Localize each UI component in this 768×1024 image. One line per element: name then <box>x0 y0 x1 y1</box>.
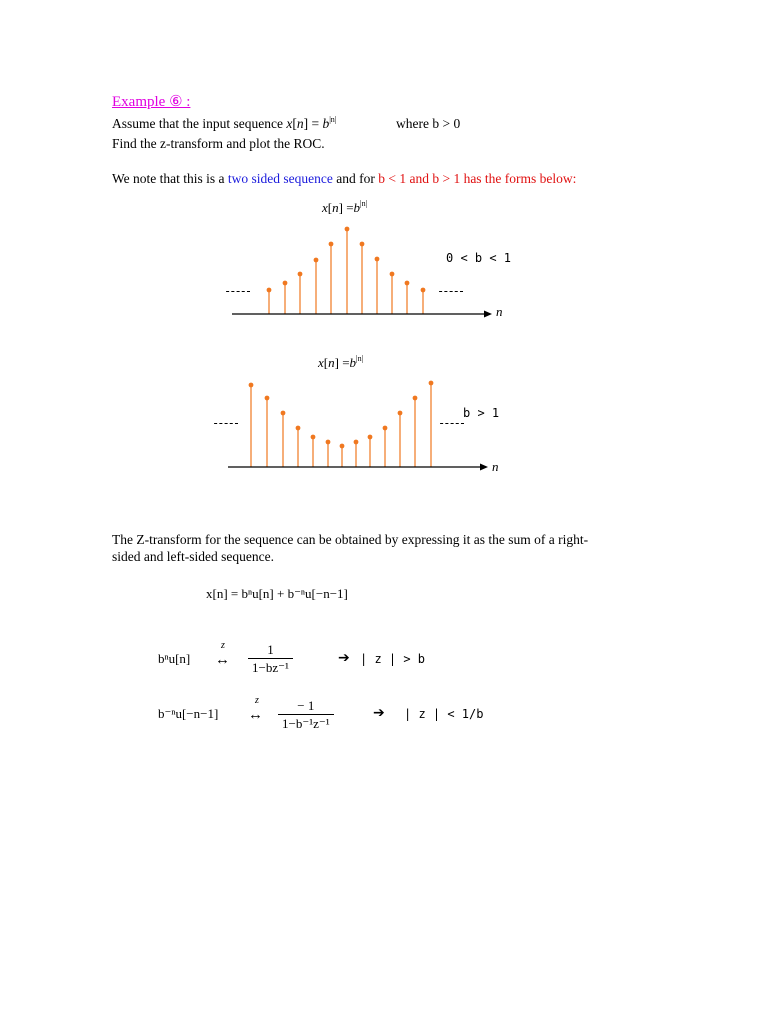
bottom-stem-marker <box>354 440 359 445</box>
bottom-plot-label: $x[n] =b^{|n|}$ <box>318 354 364 370</box>
top-stem-marker <box>375 257 380 262</box>
bottom-plot-condition: b > 1 <box>463 406 500 420</box>
bottom-stem-marker <box>398 411 403 416</box>
top-stem-marker <box>267 288 272 293</box>
x-symbol: x <box>322 200 328 215</box>
top-plot-condition: 0 < b < 1 <box>446 251 512 265</box>
b-symbol: b <box>353 200 361 215</box>
pair1-roc: | z | > b <box>360 652 426 666</box>
pair2-numerator: − 1 <box>297 698 315 713</box>
bottom-stem-marker <box>249 383 254 388</box>
pair2-arrow: ↔ <box>248 707 263 723</box>
b-symbol: b <box>349 355 357 370</box>
exponent-abs-n: |n| <box>329 115 337 124</box>
bottom-stem-marker <box>326 440 331 445</box>
top-stem-marker <box>329 242 334 247</box>
pair1-numerator: 1 <box>267 642 274 657</box>
pair2-denominator: 1−b⁻¹z⁻¹ <box>278 714 334 732</box>
n-symbol: n <box>296 116 304 131</box>
x-symbol: x <box>286 116 293 131</box>
x-symbol: x <box>318 355 324 370</box>
bottom-stem-marker <box>429 381 434 386</box>
bottom-plot-dash-left: ----- <box>212 416 239 430</box>
n-symbol: n <box>496 304 503 319</box>
pair2-lhs: b⁻ⁿu[−n−1] <box>158 706 219 721</box>
note-text: and for <box>332 171 379 186</box>
bottom-stem-marker <box>340 444 345 449</box>
exponent-abs-n: |n| <box>360 199 368 208</box>
bottom-stem-marker <box>296 426 301 431</box>
b-symbol: b <box>322 116 330 131</box>
bottom-stem-marker <box>281 411 286 416</box>
bottom-n-axis-head <box>480 464 488 471</box>
pair1-denominator: 1−bz⁻¹ <box>248 658 293 676</box>
statement-text: Assume that the input sequence <box>112 116 287 131</box>
exponent-abs-n: |n| <box>356 354 364 363</box>
top-plot-dash-left: ----- <box>224 284 251 298</box>
top-n-axis-head <box>484 311 492 318</box>
pair1-z-label: z <box>221 640 225 651</box>
pair1-roc-arrow-icon: ➔ <box>338 650 350 666</box>
bottom-stem-marker <box>383 426 388 431</box>
pair1-fraction <box>248 642 293 676</box>
note-two-sided: two sided sequence <box>227 171 333 186</box>
bottom-stem-marker <box>265 396 270 401</box>
bottom-plot-dash-right: ----- <box>438 416 465 430</box>
problem-statement-line: Assume that the input sequence $x[n] = b^{|n|}$ <box>112 115 337 131</box>
top-plot-dash-right: ----- <box>437 284 464 298</box>
n-symbol: n <box>328 355 335 370</box>
pair2-roc-arrow-icon: ➔ <box>373 705 385 721</box>
pair2-roc: | z | < 1/b <box>404 707 484 721</box>
n-symbol: n <box>332 200 339 215</box>
top-stem-marker <box>314 258 319 263</box>
top-stem-marker <box>283 281 288 286</box>
n-symbol: n <box>492 459 499 474</box>
bottom-stem-marker <box>311 435 316 440</box>
top-stem-marker <box>345 227 350 232</box>
top-stem-marker <box>405 281 410 286</box>
pair2-fraction <box>278 698 334 732</box>
task-line: Find the z-transform and plot the ROC. <box>112 136 325 151</box>
condition-text: where b > 0 <box>396 116 461 131</box>
transform-paragraph-line: The Z-transform for the sequence can be obtained by expressing it as the sum of a right- <box>112 532 589 547</box>
top-stem-marker <box>421 288 426 293</box>
pair1-lhs: bⁿu[n] <box>158 651 191 666</box>
top-stem-marker <box>360 242 365 247</box>
top-stem-marker <box>390 272 395 277</box>
top-plot-label: $x[n] =b^{|n|}$ <box>322 199 368 215</box>
pair2-z-label: z <box>255 695 259 706</box>
note-text: We note that this is a <box>112 171 228 186</box>
pair1-arrow: ↔ <box>215 652 230 668</box>
transform-paragraph-line: sided and left-sided sequence. <box>112 549 274 564</box>
top-stem-marker <box>298 272 303 277</box>
note-conditions: b < 1 and b > 1 has the forms below: <box>378 171 577 186</box>
bottom-plot-axis-label <box>492 459 499 475</box>
sum-equation: x[n] = bⁿu[n] + b⁻ⁿu[−n−1] <box>206 586 348 601</box>
bottom-stem-marker <box>368 435 373 440</box>
example-heading: Example ⑥ : <box>112 94 191 110</box>
bottom-stem-marker <box>413 396 418 401</box>
